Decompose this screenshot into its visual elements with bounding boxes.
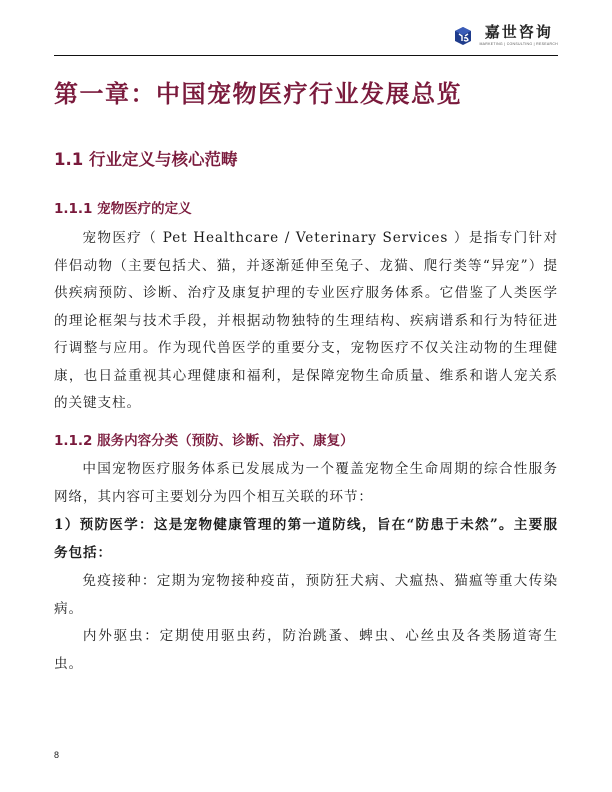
section-heading-1-1: 1.1 行业定义与核心范畴 xyxy=(54,150,238,169)
page-header xyxy=(54,20,558,56)
chapter-title: 第一章：中国宠物医疗行业发展总览 xyxy=(54,79,462,108)
section-heading-1-1-2: 1.1.2 服务内容分类（预防、诊断、治疗、康复） xyxy=(54,433,354,449)
definition-paragraph xyxy=(54,225,558,418)
preventive-medicine-heading: 1）预防医学：这是宠物健康管理的第一道防线，旨在“防患于未然”。主要服务包括： xyxy=(54,517,558,561)
service-intro-text: 中国宠物医疗服务体系已发展成为一个覆盖宠物全生命周期的综合性服务网络，其内容可主要划分为四个相互关联的环节： xyxy=(54,461,558,505)
section-heading-1-1-1: 1.1.1 宠物医疗的定义 xyxy=(54,201,192,217)
deworming-item xyxy=(54,623,558,678)
deworming-text: 内外驱虫：定期使用驱虫药，防治跳蚤、蜱虫、心丝虫及各类肠道寄生虫。 xyxy=(54,628,558,672)
definition-text: 宠物医疗（ Pet Healthcare / Veterinary Services ）是指专门针对伴侣动物（主要包括犬、猫，并逐渐延伸至兔子、龙猫、爬行类等“异宠”）提供疾病预防、诊断、治疗及康复护理的专业医疗服务体系。它借鉴了人类医学的理论框架与技术手段，并根据动物独特的生理结构、疾病谱系和行为特征进行调整与应用。作为现代兽医学的重要分支，宠物医疗不仅关注动物的生理健康，也日益重视其心理健康和福利，是保障宠物生命质量、维系和谐人宠关系的关键支柱。 xyxy=(54,230,558,411)
vaccination-item xyxy=(54,568,558,623)
page-number: 8 xyxy=(54,750,60,760)
service-intro-paragraph xyxy=(54,456,558,511)
vaccination-text: 免疫接种：定期为宠物接种疫苗，预防狂犬病、犬瘟热、猫瘟等重大传染病。 xyxy=(54,573,558,617)
logo-subtitle: MARKETING | CONSULTING | RESEARCH xyxy=(479,42,558,46)
company-logo xyxy=(453,24,558,46)
logo-name: 嘉世咨询 xyxy=(484,23,553,41)
cube-logo-icon xyxy=(453,26,473,46)
